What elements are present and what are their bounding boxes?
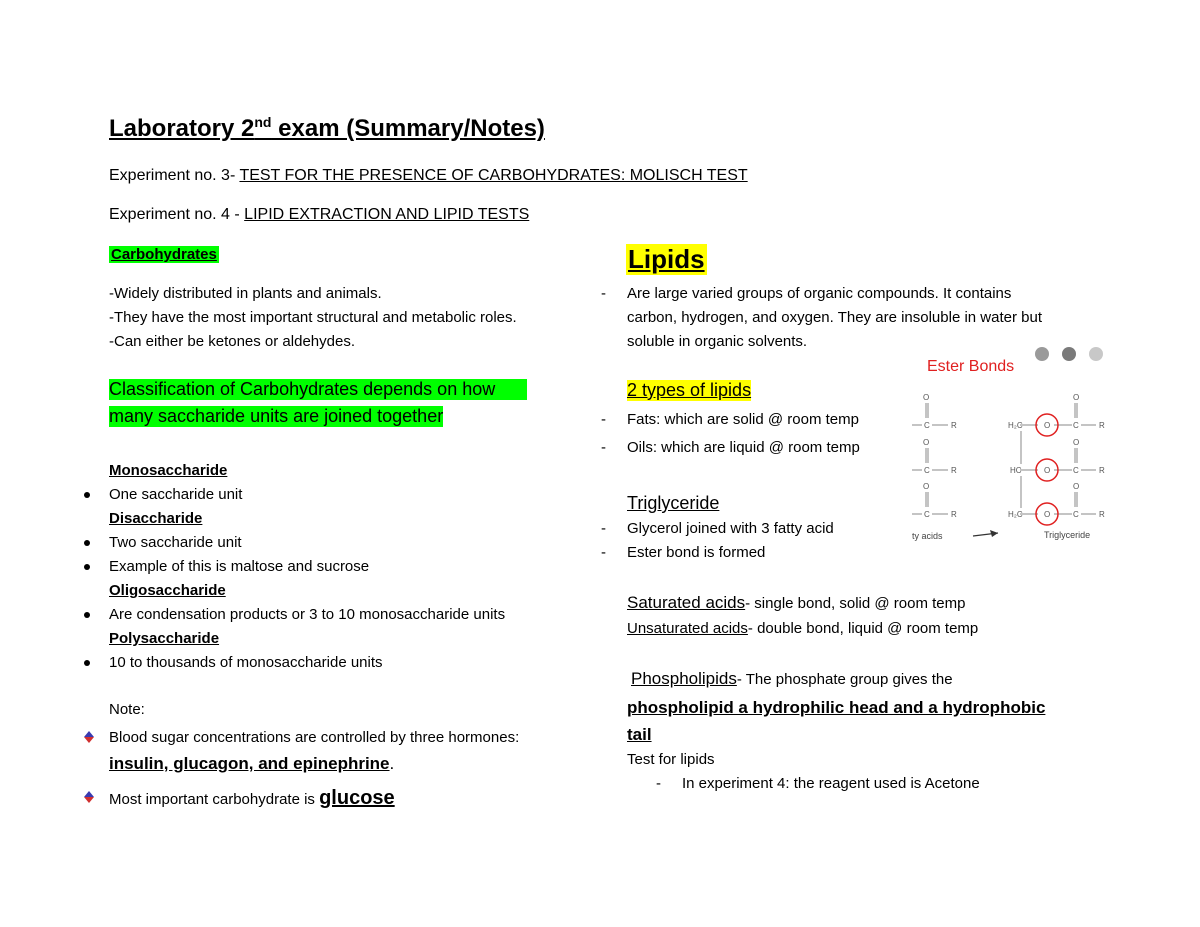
title-sup: nd	[254, 114, 272, 130]
carbon-label: C	[924, 421, 930, 430]
test-for-lipids: Test for lipids	[627, 751, 715, 768]
polysaccharide-heading: Polysaccharide	[109, 630, 220, 647]
oxygen-label: O	[1044, 466, 1051, 475]
carbon-label: C	[1073, 510, 1079, 519]
phospholipids-text: - The phosphate group gives the	[736, 671, 953, 688]
disaccharide-item-2: Example of this is maltose and sucrose	[109, 558, 370, 575]
disaccharide-heading: Disaccharide	[109, 510, 203, 527]
experiment-3-line	[109, 167, 748, 185]
bullet-dot	[84, 492, 90, 498]
phospholipids-heading: Phospholipids	[631, 669, 737, 688]
bullet-dot	[84, 540, 90, 546]
triglyceride-heading: Triglyceride	[627, 493, 720, 513]
oligosaccharide-item: Are condensation products or 3 to 10 monosaccharide units	[109, 606, 506, 623]
fats-item: Fats: which are solid @ room temp	[627, 411, 859, 428]
gray-dot	[1062, 347, 1076, 361]
r-group-label: R	[951, 421, 957, 430]
carbon-label: C	[1073, 421, 1079, 430]
phospholipid-bold-1: phospholipid a hydrophilic head and a hydrophobic	[627, 698, 1046, 717]
dash-bullet: -	[601, 544, 606, 561]
note-2-line	[109, 787, 395, 810]
polysaccharide-item: 10 to thousands of monosaccharide units	[109, 654, 383, 671]
h2c-label: H₂C	[1008, 421, 1023, 430]
oxygen-label: O	[1044, 421, 1051, 430]
r-group-label: R	[951, 466, 957, 475]
oxygen-label: O	[923, 438, 930, 447]
unsaturated-heading: Unsaturated acids	[627, 620, 748, 637]
phospholipid-bold-2: tail	[627, 725, 652, 744]
oxygen-label: O	[923, 482, 930, 491]
experiment-4-name: LIPID EXTRACTION AND LIPID TESTS	[244, 206, 530, 223]
note-1-hormones	[109, 754, 394, 774]
oils-item: Oils: which are liquid @ room temp	[627, 439, 860, 456]
dash-bullet: -	[601, 285, 606, 302]
triglyceride-item-2: Ester bond is formed	[627, 544, 766, 561]
r-group-label: R	[1099, 510, 1105, 519]
dash-bullet: -	[601, 439, 606, 456]
note-label: Note:	[109, 701, 145, 718]
oxygen-label: O	[923, 393, 930, 402]
carbon-label: C	[924, 510, 930, 519]
disaccharide-item-1: Two saccharide unit	[109, 534, 242, 551]
hormones-text: insulin, glucagon, and epinephrine	[109, 754, 390, 773]
saturated-heading: Saturated acids	[627, 593, 746, 612]
monosaccharide-heading: Monosaccharide	[109, 462, 228, 479]
lipids-desc-1: Are large varied groups of organic compounds. It contains	[627, 285, 1012, 302]
unsaturated-line	[627, 620, 978, 637]
arrow-bullet-icon	[82, 731, 96, 743]
unsaturated-text: - double bond, liquid @ room temp	[747, 620, 979, 637]
dash-bullet: -	[656, 775, 661, 792]
triglyceride-caption: Triglyceride	[1044, 530, 1091, 540]
r-group-label: R	[951, 510, 957, 519]
bullet-dot	[84, 660, 90, 666]
classification-line-1: Classification of Carbohydrates depends on how	[109, 379, 527, 400]
gray-dot	[1035, 347, 1049, 361]
r-group-label: R	[1099, 421, 1105, 430]
experiment-3-prefix: Experiment no. 3-	[109, 167, 240, 184]
lipids-desc-2: carbon, hydrogen, and oxygen. They are insoluble in water but	[627, 309, 1042, 326]
page-title	[109, 114, 545, 143]
r-group-label: R	[1099, 466, 1105, 475]
test-item: In experiment 4: the reagent used is Acetone	[682, 775, 980, 792]
h2c-label: H₂C	[1008, 510, 1023, 519]
carbon-label: C	[924, 466, 930, 475]
carb-line-2: -They have the most important structural and metabolic roles.	[109, 309, 517, 326]
ester-bonds-figure	[900, 345, 1122, 545]
carbon-label: C	[1073, 466, 1079, 475]
note-1-text: Blood sugar concentrations are controlled by three hormones:	[109, 729, 520, 746]
classification-line-2: many saccharide units are joined together	[109, 406, 444, 426]
title-post: exam (Summary/Notes)	[271, 115, 545, 142]
triglyceride-item-1: Glycerol joined with 3 fatty acid	[627, 520, 834, 537]
lipids-desc-3: soluble in organic solvents.	[627, 333, 808, 350]
lipids-heading: Lipids	[628, 244, 705, 274]
arrow-bullet-icon	[82, 791, 96, 803]
oxygen-label: O	[1073, 393, 1080, 402]
title-pre: Laboratory 2	[109, 115, 255, 142]
experiment-3-name: TEST FOR THE PRESENCE OF CARBOHYDRATES: MOLISCH TEST	[239, 167, 748, 184]
oligosaccharide-heading: Oligosaccharide	[109, 582, 226, 599]
oxygen-label: O	[1044, 510, 1051, 519]
glucose-text: glucose	[319, 787, 395, 809]
carb-line-1: -Widely distributed in plants and animals.	[109, 285, 382, 302]
arrow-head-icon	[990, 530, 998, 537]
saturated-text: - single bond, solid @ room temp	[745, 595, 966, 612]
experiment-4-prefix: Experiment no. 4 -	[109, 206, 245, 223]
saturated-line	[627, 593, 965, 613]
note-2-text: Most important carbohydrate is	[109, 791, 320, 808]
carbohydrates-heading: Carbohydrates	[111, 246, 217, 263]
bullet-dot	[84, 612, 90, 618]
dash-bullet: -	[601, 520, 606, 537]
fatty-acids-caption: ty acids	[912, 531, 943, 541]
lipid-types-heading: 2 types of lipids	[627, 380, 752, 400]
oxygen-label: O	[1073, 438, 1080, 447]
monosaccharide-item: One saccharide unit	[109, 486, 243, 503]
experiment-4-line	[109, 206, 529, 224]
carb-line-3: -Can either be ketones or aldehydes.	[109, 333, 355, 350]
dash-bullet: -	[601, 411, 606, 428]
bullet-dot	[84, 564, 90, 570]
oxygen-label: O	[1073, 482, 1080, 491]
hc-label: HC	[1010, 466, 1022, 475]
ester-bonds-title: Ester Bonds	[927, 358, 1015, 375]
gray-dot	[1089, 347, 1103, 361]
hormones-period: .	[389, 754, 395, 773]
phospholipids-line	[631, 669, 953, 689]
